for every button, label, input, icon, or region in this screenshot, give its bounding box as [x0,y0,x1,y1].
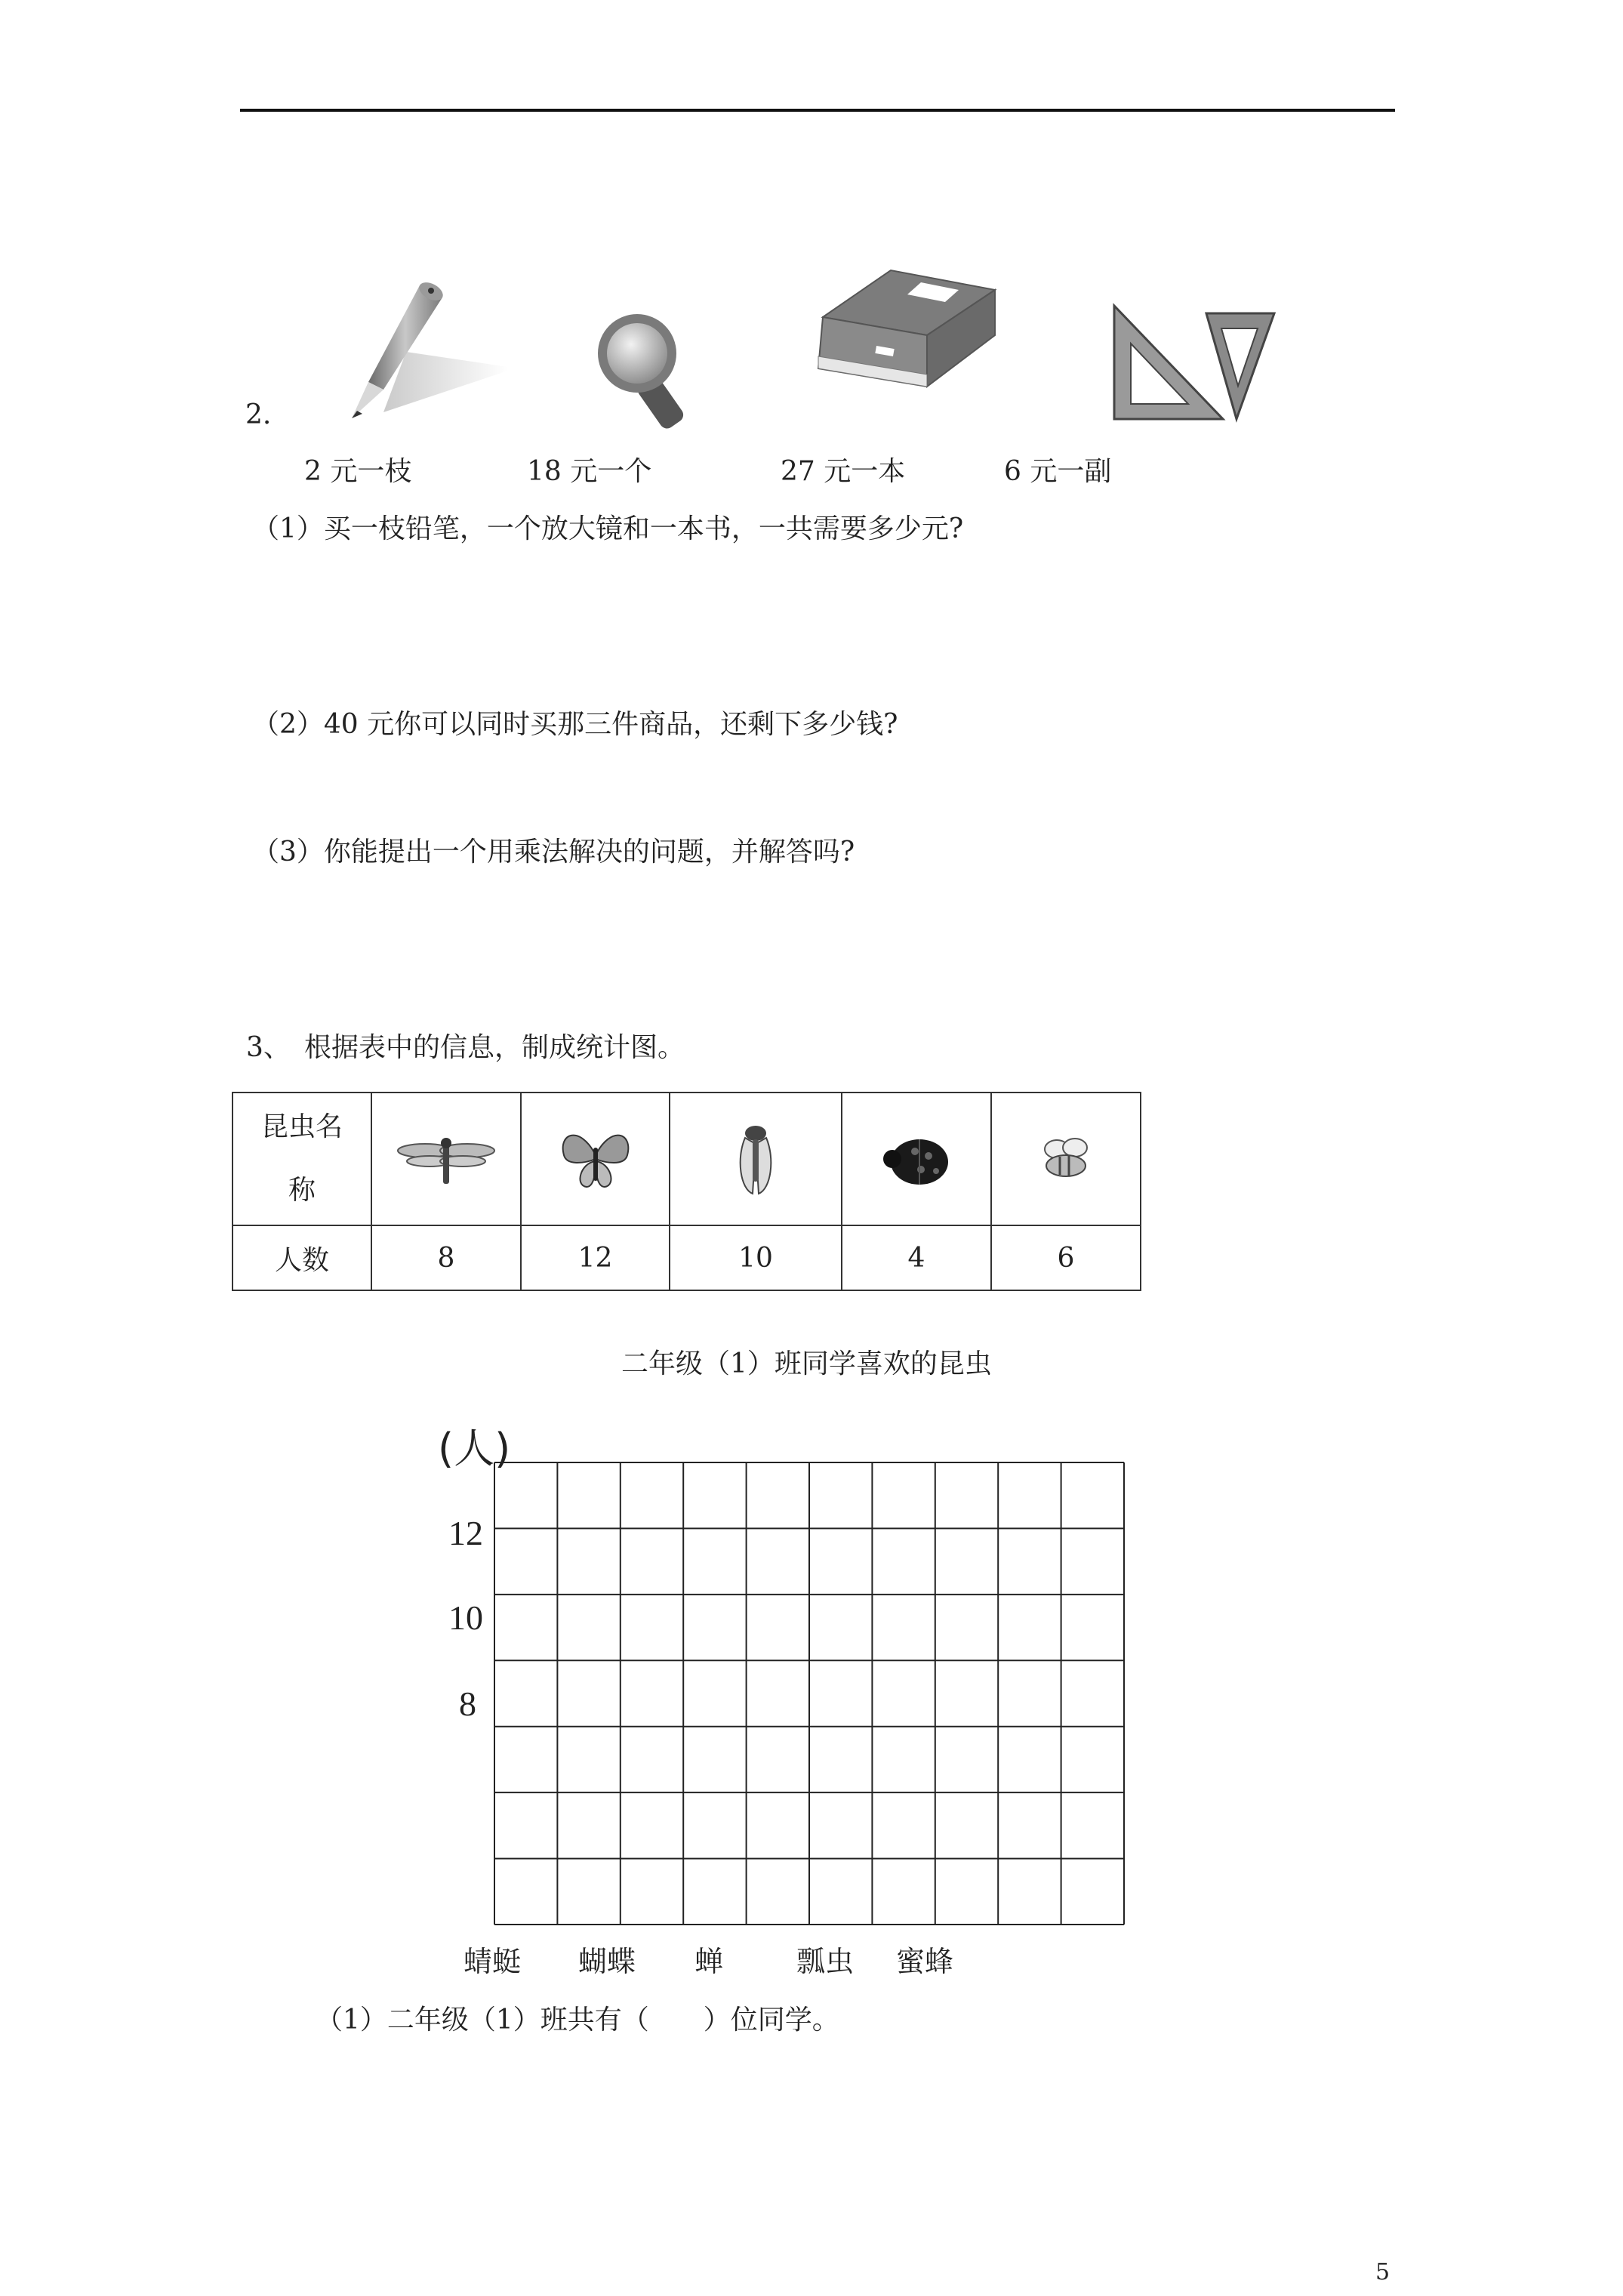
dragonfly-icon [371,1093,521,1225]
chart-grid [494,1462,1125,1925]
x-label-cicada: 蝉 [694,1945,724,1978]
price-set-square: 6 元一副 [1004,456,1112,487]
pencil-icon [338,269,512,427]
butterfly-icon [521,1093,670,1225]
x-label-ladybug: 瓢虫 [796,1945,855,1978]
problem-3-prompt: 根据表中的信息，制成统计图。 [304,1032,685,1063]
bee-icon [991,1093,1141,1225]
chart-title: 二年级（1）班同学喜欢的昆虫 [621,1348,992,1379]
y-axis-unit: (人) [438,1425,511,1472]
price-book: 27 元一本 [781,456,906,487]
x-label-bee: 蜜蜂 [896,1945,954,1978]
header-line-1: 昆虫名 [260,1111,343,1142]
count-butterfly: 12 [521,1225,670,1290]
count-ladybug: 4 [842,1225,991,1290]
ladybug-icon [842,1093,991,1225]
x-label-dragonfly: 蜻蜓 [463,1945,522,1978]
y-tick-12: 12 [448,1514,483,1552]
x-label-butterfly: 蝴蝶 [578,1945,636,1978]
y-tick-8: 8 [459,1684,476,1723]
count-dragonfly: 8 [371,1225,521,1290]
table-row-icons [233,1093,1141,1225]
question-2-2: （2）40 元你可以同时买那三件商品，还剩下多少钱? [252,709,898,740]
insect-table [232,1092,1141,1291]
count-bee: 6 [991,1225,1141,1290]
y-tick-10: 10 [448,1598,483,1637]
problem-2-number: 2. [245,399,272,430]
book-icon [800,266,998,400]
row-label: 人数 [233,1225,371,1290]
count-cicada: 10 [670,1225,842,1290]
set-square-icon [1110,298,1276,427]
price-pencil: 2 元一枝 [304,456,412,487]
page-number: 5 [1375,2259,1390,2285]
table-row-counts [233,1225,1141,1290]
header-line-2: 称 [288,1175,316,1206]
cicada-icon [670,1093,842,1225]
problem-3-number: 3、 [246,1032,291,1063]
question-2-3: （3）你能提出一个用乘法解决的问题，并解答吗? [252,837,855,868]
header-rule [240,109,1395,112]
question-3-1: （1）二年级（1）班共有（ ）位同学。 [316,2005,839,2036]
table-header-cell [233,1093,371,1225]
question-2-1: （1）买一枝铅笔，一个放大镜和一本书，一共需要多少元? [252,513,964,544]
magnifier-icon [593,310,699,430]
price-magnifier: 18 元一个 [527,456,652,487]
